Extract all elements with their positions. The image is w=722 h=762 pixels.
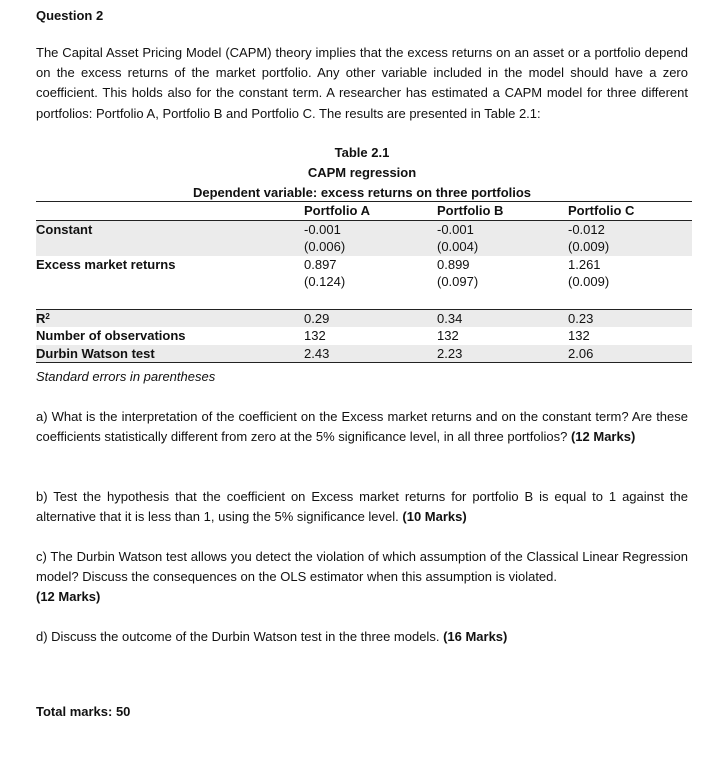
cell-dw-a: 2.43 — [304, 345, 437, 363]
cell-dw-b: 2.23 — [437, 345, 568, 363]
cell-market-se-b: (0.097) — [437, 274, 479, 290]
header-empty — [36, 202, 304, 221]
question-b — [36, 487, 688, 527]
cell-constant-c: -0.012 — [568, 220, 692, 238]
question-c — [36, 547, 688, 608]
cell-market-b: 0.899 — [437, 256, 470, 272]
question-title: Question 2 — [36, 8, 104, 23]
cell-dw-c: 2.06 — [568, 345, 692, 363]
header-portfolio-a: Portfolio A — [304, 202, 437, 221]
question-d-marks: (16 Marks) — [443, 629, 508, 644]
row-label-r-squared: $R^2$ — [36, 309, 304, 327]
table-caption: Table 2.1 — [334, 145, 390, 160]
cell-constant-se-a: (0.006) — [304, 238, 437, 256]
dependent-variable-label: Dependent variable: excess returns on three portfolios — [192, 185, 532, 200]
table-row-constant-se — [36, 238, 692, 256]
cell-market-a: 0.897 — [304, 256, 337, 272]
total-marks: Total marks: 50 — [36, 704, 131, 719]
intro-paragraph: The Capital Asset Pricing Model (CAPM) theory implies that the excess returns on an asset or a portfolio depend on the excess returns of the market portfolio. Any other variable included in the model should have a zero coefficient. This holds also for the constant term. A researcher has estimated a CAPM model for three different portfolios: Portfolio A, Portfolio B and Portfolio C. The results are presented in Table 2.1: — [36, 45, 688, 121]
question-a-text: a) What is the interpretation of the coefficient on the Excess market returns and on the constant term? Are these coefficients statistically different from zero at the 5% significance level, in all three portfolios? — [36, 409, 688, 445]
header-portfolio-b: Portfolio B — [437, 202, 568, 221]
table-row-market-se — [36, 273, 692, 291]
table-row-constant-coef — [36, 220, 692, 238]
regression-table — [36, 201, 692, 363]
question-b-text: b) Test the hypothesis that the coefficient on Excess market returns for portfolio B is equal to 1 against the alternative that it is less than 1, using the 5% significance level. — [36, 489, 688, 525]
question-c-text: c) The Durbin Watson test allows you detect the violation of which assumption of the Classical Linear Regression model? Discuss the consequences on the OLS estimator when this assumption is violated. — [36, 549, 688, 585]
cell-constant-se-c: (0.009) — [568, 238, 692, 256]
cell-market-se-a: (0.124) — [304, 274, 346, 290]
row-label-excess-market-returns: Excess market returns — [36, 256, 176, 272]
cell-r2-b: 0.34 — [437, 309, 568, 327]
cell-r2-c: 0.23 — [568, 309, 692, 327]
question-c-marks: (12 Marks) — [36, 589, 101, 605]
table-row-r-squared — [36, 309, 692, 327]
cell-r2-a: 0.29 — [304, 309, 437, 327]
cell-obs-c: 132 — [568, 328, 590, 344]
question-a — [36, 407, 688, 447]
question-b-marks: (10 Marks) — [402, 509, 467, 525]
cell-constant-a: -0.001 — [304, 220, 437, 238]
table-header-row — [36, 202, 692, 221]
cell-market-se-c: (0.009) — [568, 274, 610, 290]
cell-obs-b: 132 — [437, 328, 459, 344]
table-subtitle: CAPM regression — [307, 165, 417, 180]
cell-market-c: 1.261 — [568, 256, 601, 272]
cell-constant-se-b: (0.004) — [437, 238, 568, 256]
question-d-text: d) Discuss the outcome of the Durbin Watson test in the three models. — [36, 629, 440, 644]
table-row-observations — [36, 327, 692, 345]
table-spacer-row — [36, 291, 692, 309]
header-portfolio-c: Portfolio C — [568, 202, 692, 221]
table-row-market-coef — [36, 256, 692, 274]
table-note: Standard errors in parentheses — [36, 369, 216, 384]
cell-obs-a: 132 — [304, 328, 326, 344]
cell-constant-b: -0.001 — [437, 220, 568, 238]
row-label-durbin-watson: Durbin Watson test — [36, 345, 304, 363]
question-d — [36, 627, 688, 647]
table-row-durbin-watson — [36, 345, 692, 363]
question-a-marks: (12 Marks) — [570, 429, 636, 445]
row-label-observations: Number of observations — [36, 328, 186, 344]
row-label-constant: Constant — [36, 220, 304, 238]
